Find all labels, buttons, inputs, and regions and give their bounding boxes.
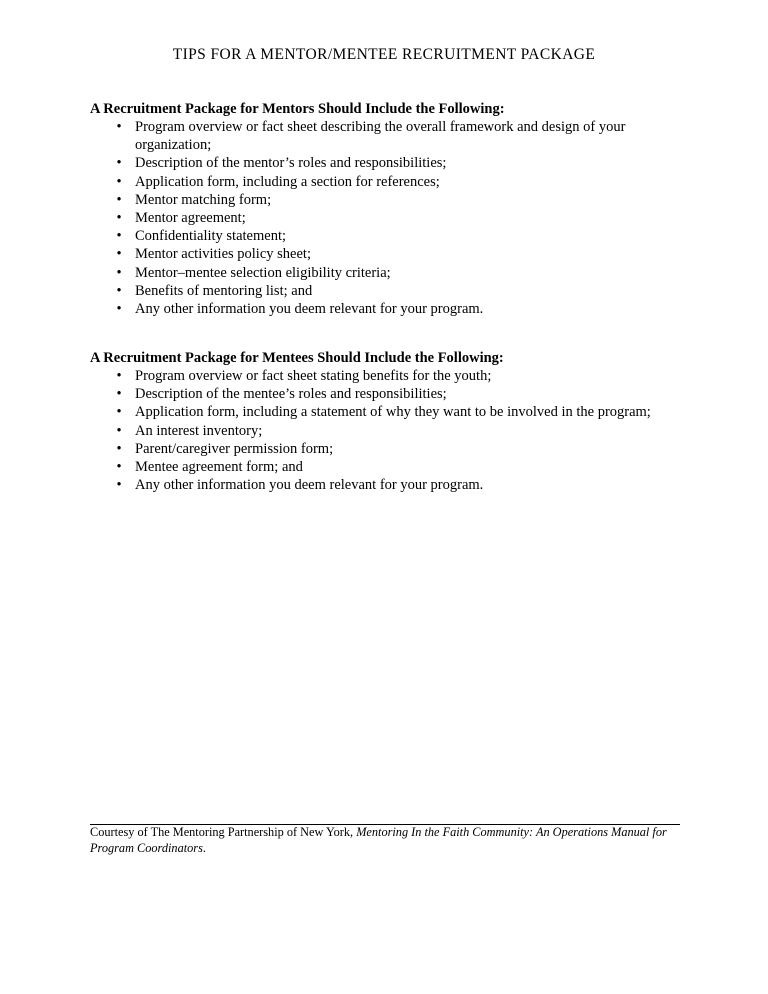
bullet-icon: • <box>116 264 122 281</box>
bullet-icon: • <box>116 459 122 476</box>
list-item-text: Any other information you deem relevant for your program. <box>135 301 484 318</box>
list-item-text: An interest inventory; <box>135 422 263 439</box>
list-item <box>90 282 690 300</box>
mentors-list <box>90 118 690 318</box>
list-item <box>90 300 690 318</box>
mentors-section <box>90 100 690 318</box>
list-item-text: Mentor agreement; <box>135 210 246 227</box>
list-item <box>90 403 690 421</box>
bullet-icon: • <box>116 386 122 403</box>
list-item-text: Parent/caregiver permission form; <box>135 440 334 457</box>
list-item <box>90 154 690 172</box>
page-title: TIPS FOR A MENTOR/MENTEE RECRUITMENT PACKAGE <box>172 46 596 63</box>
bullet-icon: • <box>116 440 122 457</box>
list-item <box>90 264 690 282</box>
list-item-text: Description of the mentee’s roles and responsibilities; <box>135 386 447 403</box>
list-item <box>90 476 690 494</box>
bullet-icon: • <box>116 404 122 421</box>
list-item-text: Application form, including a section for references; <box>135 173 440 190</box>
list-item-text: Mentor activities policy sheet; <box>135 246 311 263</box>
footnote-prefix: Courtesy of The Mentoring Partnership of New York, <box>90 825 357 839</box>
bullet-icon: • <box>116 173 122 190</box>
list-item-text: Mentor matching form; <box>135 191 272 208</box>
bullet-icon: • <box>116 228 122 245</box>
bullet-icon: • <box>116 119 122 135</box>
list-item-text: Mentor–mentee selection eligibility criteria; <box>135 264 391 281</box>
list-item <box>90 227 690 245</box>
list-item-text: Mentee agreement form; and <box>135 459 303 476</box>
list-item <box>90 191 690 209</box>
mentees-list <box>90 367 690 494</box>
list-item <box>90 440 690 458</box>
bullet-icon: • <box>116 368 122 384</box>
list-item <box>90 209 690 227</box>
bullet-icon: • <box>116 422 122 439</box>
list-item <box>90 422 690 440</box>
footnote <box>90 825 690 856</box>
list-item <box>90 173 690 191</box>
list-item-text: Benefits of mentoring list; and <box>135 282 313 299</box>
list-item-text: Description of the mentor’s roles and responsibilities; <box>135 155 447 172</box>
list-item <box>90 367 690 385</box>
list-item-text: Any other information you deem relevant for your program. <box>135 477 484 494</box>
bullet-icon: • <box>116 210 122 227</box>
mentors-heading: A Recruitment Package for Mentors Should Include the Following: <box>90 101 505 117</box>
bullet-icon: • <box>116 477 122 494</box>
list-item <box>90 385 690 403</box>
list-item-text: Application form, including a statement of why they want to be involved in the program; <box>135 404 651 421</box>
list-item-text: Program overview or fact sheet stating benefits for the youth; <box>135 368 492 384</box>
bullet-icon: • <box>116 246 122 263</box>
footnote-source-title: Mentoring In the Faith Community: An Operations Manual for Program Coordinators <box>90 825 667 855</box>
bullet-icon: • <box>116 155 122 172</box>
mentees-section <box>90 349 690 494</box>
list-item <box>90 245 690 263</box>
bullet-icon: • <box>116 191 122 208</box>
list-item-text: Program overview or fact sheet describing the overall framework and design of your organization; <box>135 119 626 154</box>
list-item-text: Confidentiality statement; <box>135 228 287 245</box>
list-item <box>90 458 690 476</box>
bullet-icon: • <box>116 301 122 318</box>
bullet-icon: • <box>116 282 122 299</box>
footnote-suffix: . <box>202 840 206 855</box>
list-item <box>90 118 690 154</box>
mentees-heading: A Recruitment Package for Mentees Should Include the Following: <box>90 350 504 366</box>
